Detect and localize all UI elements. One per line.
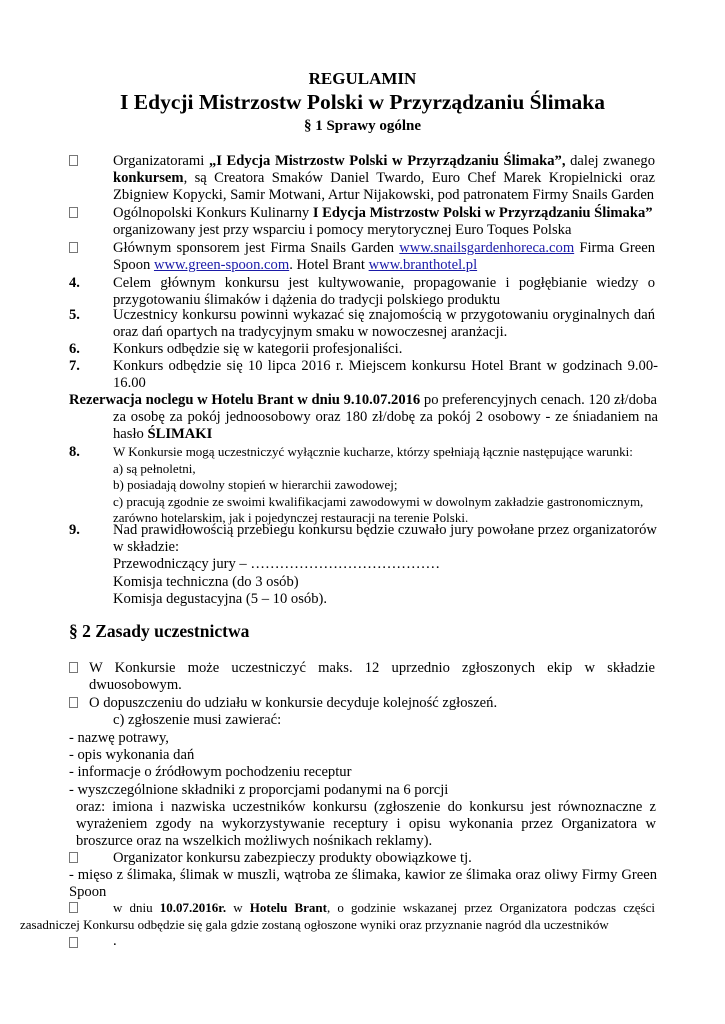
item-number: 7. — [69, 358, 80, 374]
s1-paragraph-1: Organizatorami „I Edycja Mistrzostw Polski w Przyrządzaniu Ślimaka”, dalej zwanego konkursem, są Creatora Smaków Daniel Twardo, Euro Chef Marek Kropielnicki oraz Zbigniew Kopycki, Samir Motwani, Artur Nijakowski, pod patronatem Firmy Snails Garden — [113, 153, 655, 204]
jury-intro: Nad prawidłowością przebiegu konkursu będzie czuwało jury powołane przez organizatorów w składzie: — [113, 522, 657, 556]
bullet-box-icon — [69, 205, 78, 222]
link-branthotel[interactable]: www.branthotel.pl — [368, 257, 478, 274]
condition-b: b) posiadają dowolny stopień w hierarchii zawodowej; — [113, 477, 398, 493]
s2-gala-paragraph: zasadniczej Konkursu odbędzie się gala gdzie zostaną ogłoszone wyniki oraz przyznanie nagród dla uczestników — [20, 917, 609, 932]
reservation-first-line: Rezerwacja noclegu w Hotelu Brant w dniu 9.10.07.2016 po preferencyjnych cenach. 120 zł/doba — [69, 392, 657, 408]
s1-paragraph-3: Głównym sponsorem jest Firma Snails Garden www.snailsgardenhoreca.com Firma Green Spoon www.green-spoon.com. Hotel Brant www.branthotel.pl — [113, 240, 655, 274]
s2-products-list: - mięso z ślimaka, ślimak w muszli, wątroba ze ślimaka, kawior ze ślimaka oraz oliwy Firmy Green Spoon — [69, 867, 657, 901]
link-snailsgarden[interactable]: www.snailsgardenhoreca.com — [399, 240, 575, 256]
s1-paragraph-8 — [113, 444, 658, 527]
s1-paragraph-7: Konkurs odbędzie się 10 lipca 2016 r. Miejscem konkursu Hotel Brant w godzinach 9.00-16.00 — [113, 358, 658, 392]
condition-a: a) są pełnoletni, — [113, 460, 196, 476]
s1-paragraph-6: Konkurs odbędzie się w kategorii profesjonaliści. — [113, 341, 403, 357]
condition-c: c) pracują zgodnie ze swoimi kwalifikacjami zawodowymi w dowolnym zakładzie gastronomicznym, zarówno hotelarskim, jak i pojedynczej restauracji na terenie Polski. — [113, 493, 644, 526]
jury-technical: Komisja techniczna (do 3 osób) — [113, 573, 299, 590]
bullet-box-icon — [69, 850, 78, 867]
requirement-item: - wyszczególnione składniki z proporcjami podanymi na 6 porcji — [69, 781, 449, 798]
s2-paragraph-1: W Konkursie może uczestniczyć maks. 12 uprzednio zgłoszonych ekip w składzie dwuosobowym. — [89, 660, 655, 694]
item-number: 4. — [69, 275, 80, 291]
jury-chair: Przewodniczący jury – ………………………………… — [113, 556, 441, 573]
bullet-box-icon — [69, 935, 78, 952]
requirement-item: - opis wykonania dań — [69, 747, 195, 764]
bullet-box-icon — [69, 660, 78, 677]
s2-paragraph-5: w dniu 10.07.2016r. w Hotelu Brant, o godzinie wskazanej przez Organizatora podczas części — [113, 900, 655, 915]
item-number: 5. — [69, 307, 80, 323]
doc-subtitle: I Edycji Mistrzostw Polski w Przyrządzaniu Ślimaka — [120, 90, 605, 114]
s2-paragraph-2: O dopuszczeniu do udziału w konkursie decyduje kolejność zgłoszeń. — [89, 695, 498, 711]
s2-paragraph-4: Organizator konkursu zabezpieczy produkty obowiązkowe tj. — [113, 850, 472, 866]
jury-tasting: Komisja degustacyjna (5 – 10 osób). — [113, 590, 328, 607]
conditions-intro: W Konkursie mogą uczestniczyć wyłącznie kucharze, którzy spełniają łącznie następujące warunki: — [113, 444, 633, 459]
section-1-heading: § 1 Sprawy ogólne — [303, 118, 422, 134]
s1-paragraph-4: Celem głównym konkursu jest kultywowanie, propagowanie i pogłębianie wiedzy o przygotowaniu ślimaków i dążenia do tradycji polskiego produktu — [113, 275, 655, 309]
doc-title: REGULAMIN — [308, 69, 417, 88]
bullet-box-icon — [69, 153, 78, 170]
s2-submission-heading: c) zgłoszenie musi zawierać: — [113, 712, 282, 728]
bullet-box-icon — [69, 900, 78, 917]
item-number: 6. — [69, 341, 80, 357]
s1-paragraph-5: Uczestnicy konkursu powinni wykazać się znajomością w przygotowaniu oryginalnych dań oraz dań opartych na tradycyjnym smaku w nowoczesnej aranżacji. — [113, 307, 655, 341]
trailing-dot: . — [113, 933, 117, 949]
s2-oraz-paragraph: oraz: imiona i nazwiska uczestników konkursu (zgłoszenie do konkursu jest równoznaczne z wyrażeniem zgody na wykorzystywanie receptury i opisu wykonania przez Organizatora w broszurce oraz na wszelkich możliwych nośnikach reklamy). — [76, 799, 656, 850]
s2-requirements-list — [69, 730, 659, 799]
s1-paragraph-9 — [113, 522, 658, 608]
section-2-heading: § 2 Zasady uczestnictwa — [69, 621, 250, 641]
requirement-item: - informacje o źródłowym pochodzeniu receptur — [69, 764, 352, 781]
requirement-item: - nazwę potrawy, — [69, 730, 169, 746]
bullet-box-icon — [69, 240, 78, 257]
reservation-paragraph: za osobę za pokój jednoosobowy oraz 180 zł/dobę za pokój 2 osobowy - ze śniadaniem na hasło ŚLIMAKI — [113, 409, 658, 443]
item-number: 9. — [69, 522, 80, 538]
s1-paragraph-2: Ogólnopolski Konkurs Kulinarny I Edycja Mistrzostw Polski w Przyrządzaniu Ślimaka” organizowany jest przy wsparciu i pomocy merytorycznej Euro Toques Polska — [113, 205, 653, 239]
link-green-spoon[interactable]: www.green-spoon.com — [153, 257, 290, 274]
item-number: 8. — [69, 444, 80, 460]
bullet-box-icon — [69, 695, 78, 712]
